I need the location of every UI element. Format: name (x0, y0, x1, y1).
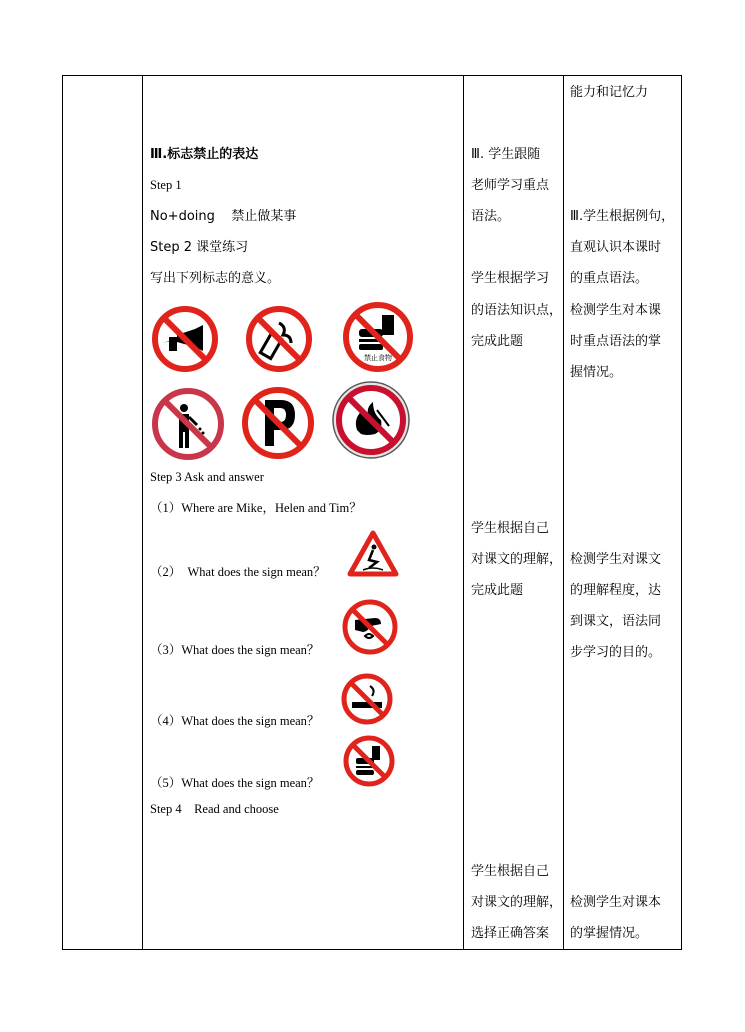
no-smoking-icon-small (340, 672, 394, 726)
purpose-block-1-line-6: 握情况。 (570, 365, 623, 380)
purpose-block-1-line-1: Ⅲ.学生根据例句， (570, 209, 675, 224)
table-bottom-border (62, 949, 682, 950)
ability-text: 能力和记忆力 (570, 85, 649, 100)
student-block-4-line-1: 学生根据自己 (471, 864, 550, 879)
student-block-1-line-1: Ⅲ. 学生跟随 (471, 147, 541, 162)
column-divider-3 (563, 75, 564, 950)
grammar-rule: No+doing 禁止做某事 (150, 209, 297, 224)
table-right-border (681, 75, 682, 950)
student-block-4-line-3: 选择正确答案 (471, 926, 550, 941)
no-smoking-icon (245, 305, 313, 373)
question-1: （1）Where are Mike，Helen and Tim？ (150, 501, 362, 515)
question-5: （5）What does the sign mean？ (150, 776, 320, 790)
step4-label: Step 4 Read and choose (150, 802, 279, 816)
student-block-3-line-1: 学生根据自己 (471, 521, 550, 536)
purpose-block-2-line-3: 到课文，语法同 (570, 614, 662, 629)
purpose-block-1-line-5: 时重点语法的掌 (570, 334, 662, 349)
step2-label: Step 2 课堂练习 (150, 240, 249, 255)
section-heading: Ⅲ.标志禁止的表达 (150, 147, 259, 162)
no-fire-icon (331, 380, 411, 460)
student-block-4-line-2: 对课文的理解， (471, 895, 563, 910)
student-block-1-line-2: 老师学习重点 (471, 178, 550, 193)
table-top-border (62, 75, 682, 76)
purpose-block-2-line-2: 的理解程度，达 (570, 583, 662, 598)
student-block-2-line-1: 学生根据学习 (471, 271, 550, 286)
student-block-3-line-3: 完成此题 (471, 583, 524, 598)
purpose-block-1-line-4: 检测学生对本课 (570, 303, 662, 318)
no-food-icon-small (342, 734, 396, 788)
student-block-3-line-2: 对课文的理解， (471, 552, 563, 567)
purpose-block-3-line-2: 的掌握情况。 (570, 926, 649, 941)
slippery-warning-icon (347, 530, 399, 578)
purpose-block-1-line-3: 的重点语法。 (570, 271, 649, 286)
purpose-block-3-line-1: 检测学生对课本 (570, 895, 662, 910)
column-divider-2 (463, 75, 464, 950)
no-horn-icon (151, 305, 219, 373)
purpose-block-2-line-1: 检测学生对课文 (570, 552, 662, 567)
student-block-1-line-3: 语法。 (471, 209, 511, 224)
question-2: （2） What does the sign mean？ (150, 565, 326, 579)
step3-label: Step 3 Ask and answer (150, 470, 264, 484)
purpose-block-2-line-4: 步学习的目的。 (570, 645, 662, 660)
purpose-block-1-line-2: 直观认识本课时 (570, 240, 662, 255)
column-divider-1 (142, 75, 143, 950)
question-3: （3）What does the sign mean？ (150, 643, 320, 657)
question-4: （4）What does the sign mean？ (150, 714, 320, 728)
step1-label: Step 1 (150, 178, 182, 192)
no-parking-icon (241, 386, 315, 460)
table-left-border (62, 75, 63, 950)
food-sign-label: 禁止食物 (364, 354, 392, 362)
student-block-2-line-2: 的语法知识点， (471, 303, 563, 318)
instruction-text: 写出下列标志的意义。 (150, 271, 281, 286)
no-littering-icon (151, 387, 225, 461)
no-food-drink-icon (342, 301, 414, 373)
student-block-2-line-3: 完成此题 (471, 334, 524, 349)
no-touching-icon (341, 598, 399, 656)
